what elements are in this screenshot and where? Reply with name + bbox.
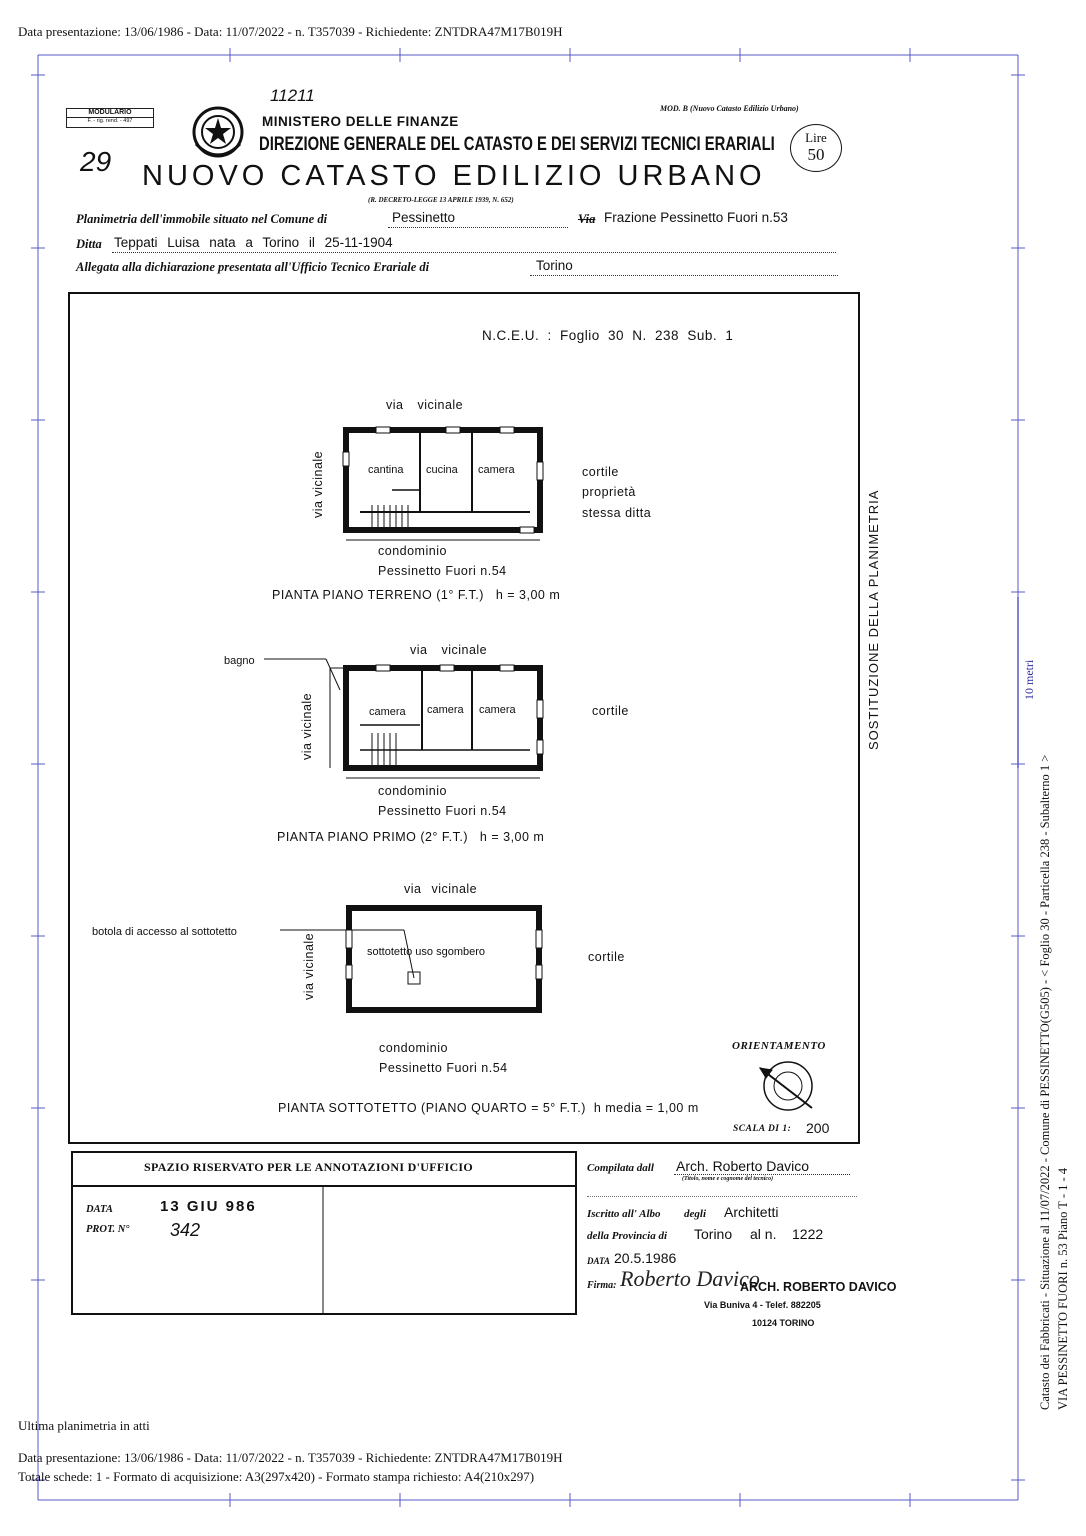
right-margin-line-2: VIA PESSINETTO FUORI n. 53 Piano T - 1 - 4 xyxy=(1056,1167,1070,1410)
floor3-caption: PIANTA SOTTOTETTO (PIANO QUARTO = 5° F.T.) h media = 1,00 m xyxy=(278,1101,699,1115)
compilata-label: Compilata dall xyxy=(587,1162,654,1174)
floor2-room-2: camera xyxy=(427,704,464,716)
ministero-heading: MINISTERO DELLE FINANZE xyxy=(262,114,459,129)
lire-value: 50 xyxy=(807,145,825,164)
provincia-value: Torino xyxy=(694,1226,733,1242)
floor3-top-street: via vicinale xyxy=(404,882,478,896)
ditta-label: Ditta xyxy=(76,237,102,251)
al-n-label: al n. xyxy=(750,1226,777,1242)
floor2-room-1: camera xyxy=(369,706,406,718)
iscritto-label: Iscritto all' Albo xyxy=(587,1208,661,1220)
scale-bar-label: 10 metri xyxy=(1022,659,1036,700)
floor2-bottom-1: condominio xyxy=(378,784,447,798)
handwritten-top-number: 11211 xyxy=(270,86,315,105)
floor1-bottom-2: Pessinetto Fuori n.54 xyxy=(378,564,507,578)
floor1-room-camera: camera xyxy=(478,464,515,476)
floor1-left-street: via vicinale xyxy=(311,450,325,518)
scala-label: SCALA DI 1: xyxy=(733,1124,792,1134)
floor1-room-cucina: cucina xyxy=(426,464,458,476)
floor3-right: cortile xyxy=(588,950,625,964)
floor1-top-street: via vicinale xyxy=(386,398,464,412)
format-info: Totale schede: 1 - Formato di acquisizione: A3(297x420) - Formato stampa richiesto: A4(210x297) xyxy=(18,1469,535,1484)
submission-info-top: Data presentazione: 13/06/1986 - Data: 11/07/2022 - n. T357039 - Richiedente: ZNTDRA47M17B019H xyxy=(18,24,563,39)
floor2-caption: PIANTA PIANO PRIMO (2° F.T.) h = 3,00 m xyxy=(277,830,545,844)
decreto-ref: (R. DECRETO-LEGGE 13 APRILE 1939, N. 652) xyxy=(368,196,514,204)
modulario-label: MODULARIO xyxy=(88,109,132,116)
right-margin-line-1: Catasto dei Fabbricati - Situazione al 11/07/2022 - Comune di PESSINETTO(G505) - < Foglio 30 - Particella 238 - Subalterno 1 > xyxy=(1038,754,1052,1410)
ufficio-value: Torino xyxy=(536,258,573,273)
orientamento-label: ORIENTAMENTO xyxy=(732,1040,826,1052)
via-label: Via xyxy=(578,212,596,226)
ditta-value: Teppati Luisa nata a Torino il 25-11-1904 xyxy=(114,235,393,250)
compilata-data-label: DATA xyxy=(587,1256,611,1266)
office-data-label: DATA xyxy=(86,1204,113,1215)
iscritto-degli: degli xyxy=(684,1208,706,1220)
planimetria-label: Planimetria dell'immobile situato nel Comune di xyxy=(76,212,328,226)
floor1-room-cantina: cantina xyxy=(368,464,404,476)
office-data-stamp: 13 GIU 986 xyxy=(160,1198,257,1215)
lire-label: Lire xyxy=(805,130,827,145)
stamp-city: 10124 TORINO xyxy=(752,1318,815,1328)
floor2-top-street: via vicinale xyxy=(410,643,488,657)
compilata-dotted-line xyxy=(674,1174,850,1175)
office-heading: SPAZIO RISERVATO PER LE ANNOTAZIONI D'UFFICIO xyxy=(144,1160,474,1174)
handwritten-sheet-number: 29 xyxy=(80,146,112,177)
compilata-value: Arch. Roberto Davico xyxy=(676,1158,810,1174)
ultima-planimetria: Ultima planimetria in atti xyxy=(18,1418,150,1433)
provincia-label: della Provincia di xyxy=(587,1230,668,1242)
floor1-bottom-1: condominio xyxy=(378,544,447,558)
albo-value: Architetti xyxy=(724,1204,779,1220)
modulario-sub: F. - rig. rend. - 497 xyxy=(67,117,153,125)
floor2-left-street: via vicinale xyxy=(300,692,314,760)
floor3-bottom-1: condominio xyxy=(379,1041,448,1055)
floor3-left-street: via vicinale xyxy=(302,932,316,1000)
floor3-room: sottotetto uso sgombero xyxy=(367,946,486,958)
allegata-label: Allegata alla dichiarazione presentata all'Ufficio Tecnico Erariale di xyxy=(76,260,430,274)
floor1-right-3: stessa ditta xyxy=(582,506,652,520)
submission-info-bottom: Data presentazione: 13/06/1986 - Data: 11/07/2022 - n. T357039 - Richiedente: ZNTDRA47M17B019H xyxy=(18,1450,563,1465)
office-prot-label: PROT. N° xyxy=(86,1224,130,1235)
compilata-sub: (Titolo, nome e cognome del tecnico) xyxy=(682,1176,774,1182)
document-title: NUOVO CATASTO EDILIZIO URBANO xyxy=(142,160,766,192)
stamp-name: ARCH. ROBERTO DAVICO xyxy=(740,1280,897,1294)
floor1-right-1: cortile xyxy=(582,465,619,479)
sostituzione-label: SOSTITUZIONE DELLA PLANIMETRIA xyxy=(866,489,881,750)
floor2-right: cortile xyxy=(592,704,629,718)
floor3-bottom-2: Pessinetto Fuori n.54 xyxy=(379,1061,508,1075)
compilata-blank-line xyxy=(587,1196,857,1197)
floor1-right-2: proprietà xyxy=(582,485,636,499)
firma-label: Firma: xyxy=(587,1280,617,1291)
floor2-bagno: bagno xyxy=(224,655,255,667)
floor3-botola-label: botola di accesso al sottotetto xyxy=(92,926,237,938)
floor2-bottom-2: Pessinetto Fuori n.54 xyxy=(378,804,507,818)
albo-number: 1222 xyxy=(792,1226,824,1242)
nceu-reference: N.C.E.U. : Foglio 30 N. 238 Sub. 1 xyxy=(482,328,734,343)
signature: Roberto Davico xyxy=(620,1266,760,1291)
stamp-address: Via Buniva 4 - Telef. 882205 xyxy=(704,1300,821,1310)
via-value: Frazione Pessinetto Fuori n.53 xyxy=(604,210,788,225)
mod-b-label: MOD. B (Nuovo Catasto Edilizio Urbano) xyxy=(660,104,799,113)
scala-value: 200 xyxy=(806,1120,830,1136)
office-prot-value: 342 xyxy=(170,1220,201,1240)
floor2-room-3: camera xyxy=(479,704,516,716)
compilata-data-value: 20.5.1986 xyxy=(614,1250,677,1266)
direzione-heading: DIREZIONE GENERALE DEL CATASTO E DEI SERVIZI TECNICI ERARIALI xyxy=(259,134,775,155)
floor1-caption: PIANTA PIANO TERRENO (1° F.T.) h = 3,00 m xyxy=(272,588,561,602)
office-box xyxy=(72,1152,576,1314)
comune-value: Pessinetto xyxy=(392,210,456,225)
